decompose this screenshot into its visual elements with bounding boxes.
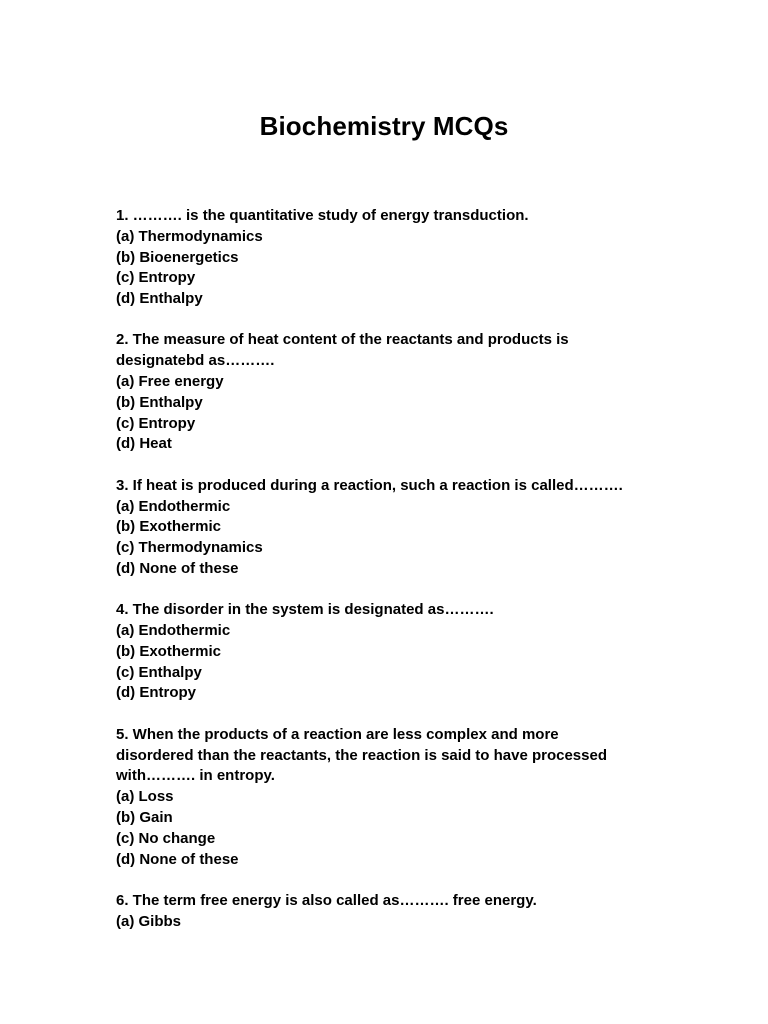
option-a: (a) Thermodynamics	[116, 227, 263, 245]
option-d: (d) Entropy	[116, 684, 196, 702]
option-c: (c) Enthalpy	[116, 663, 202, 681]
option-c: (c) No change	[116, 829, 216, 847]
question-list	[116, 206, 656, 953]
option-d: (d) None of these	[116, 559, 239, 577]
question-1	[116, 206, 656, 310]
option-b: (b) Gain	[116, 808, 173, 826]
option-d: (d) Heat	[116, 435, 172, 453]
option-a: (a) Endothermic	[116, 497, 231, 515]
question-4	[116, 600, 656, 704]
document-title: Biochemistry MCQs	[259, 111, 509, 141]
question-stem-continued: with………. in entropy.	[116, 767, 275, 785]
question-stem: 4. The disorder in the system is designated as……….	[116, 601, 494, 619]
question-stem: 5. When the products of a reaction are less complex and more	[116, 725, 559, 743]
option-b: (b) Exothermic	[116, 642, 222, 660]
option-d: (d) None of these	[116, 850, 239, 868]
option-b: (b) Exothermic	[116, 518, 222, 536]
question-3	[116, 476, 656, 580]
option-c: (c) Thermodynamics	[116, 539, 263, 557]
option-a: (a) Endothermic	[116, 622, 231, 640]
option-a: (a) Gibbs	[116, 912, 182, 930]
question-5	[116, 725, 656, 871]
option-a: (a) Loss	[116, 788, 174, 806]
question-stem: 1. ………. is the quantitative study of energy transduction.	[116, 207, 529, 224]
option-b: (b) Bioenergetics	[116, 248, 239, 266]
option-b: (b) Enthalpy	[116, 393, 203, 411]
question-stem-continued: designatebd as……….	[116, 352, 275, 370]
option-c: (c) Entropy	[116, 414, 196, 432]
option-d: (d) Enthalpy	[116, 290, 203, 308]
question-2	[116, 330, 656, 455]
question-stem-continued: disordered than the reactants, the reaction is said to have processed	[116, 746, 607, 764]
question-stem: 2. The measure of heat content of the reactants and products is	[116, 331, 569, 349]
option-c: (c) Entropy	[116, 269, 196, 287]
option-a: (a) Free energy	[116, 373, 224, 391]
question-stem: 6. The term free energy is also called as………. free energy.	[116, 891, 537, 909]
question-stem: 3. If heat is produced during a reaction, such a reaction is called……….	[116, 476, 623, 494]
question-6	[116, 891, 656, 933]
